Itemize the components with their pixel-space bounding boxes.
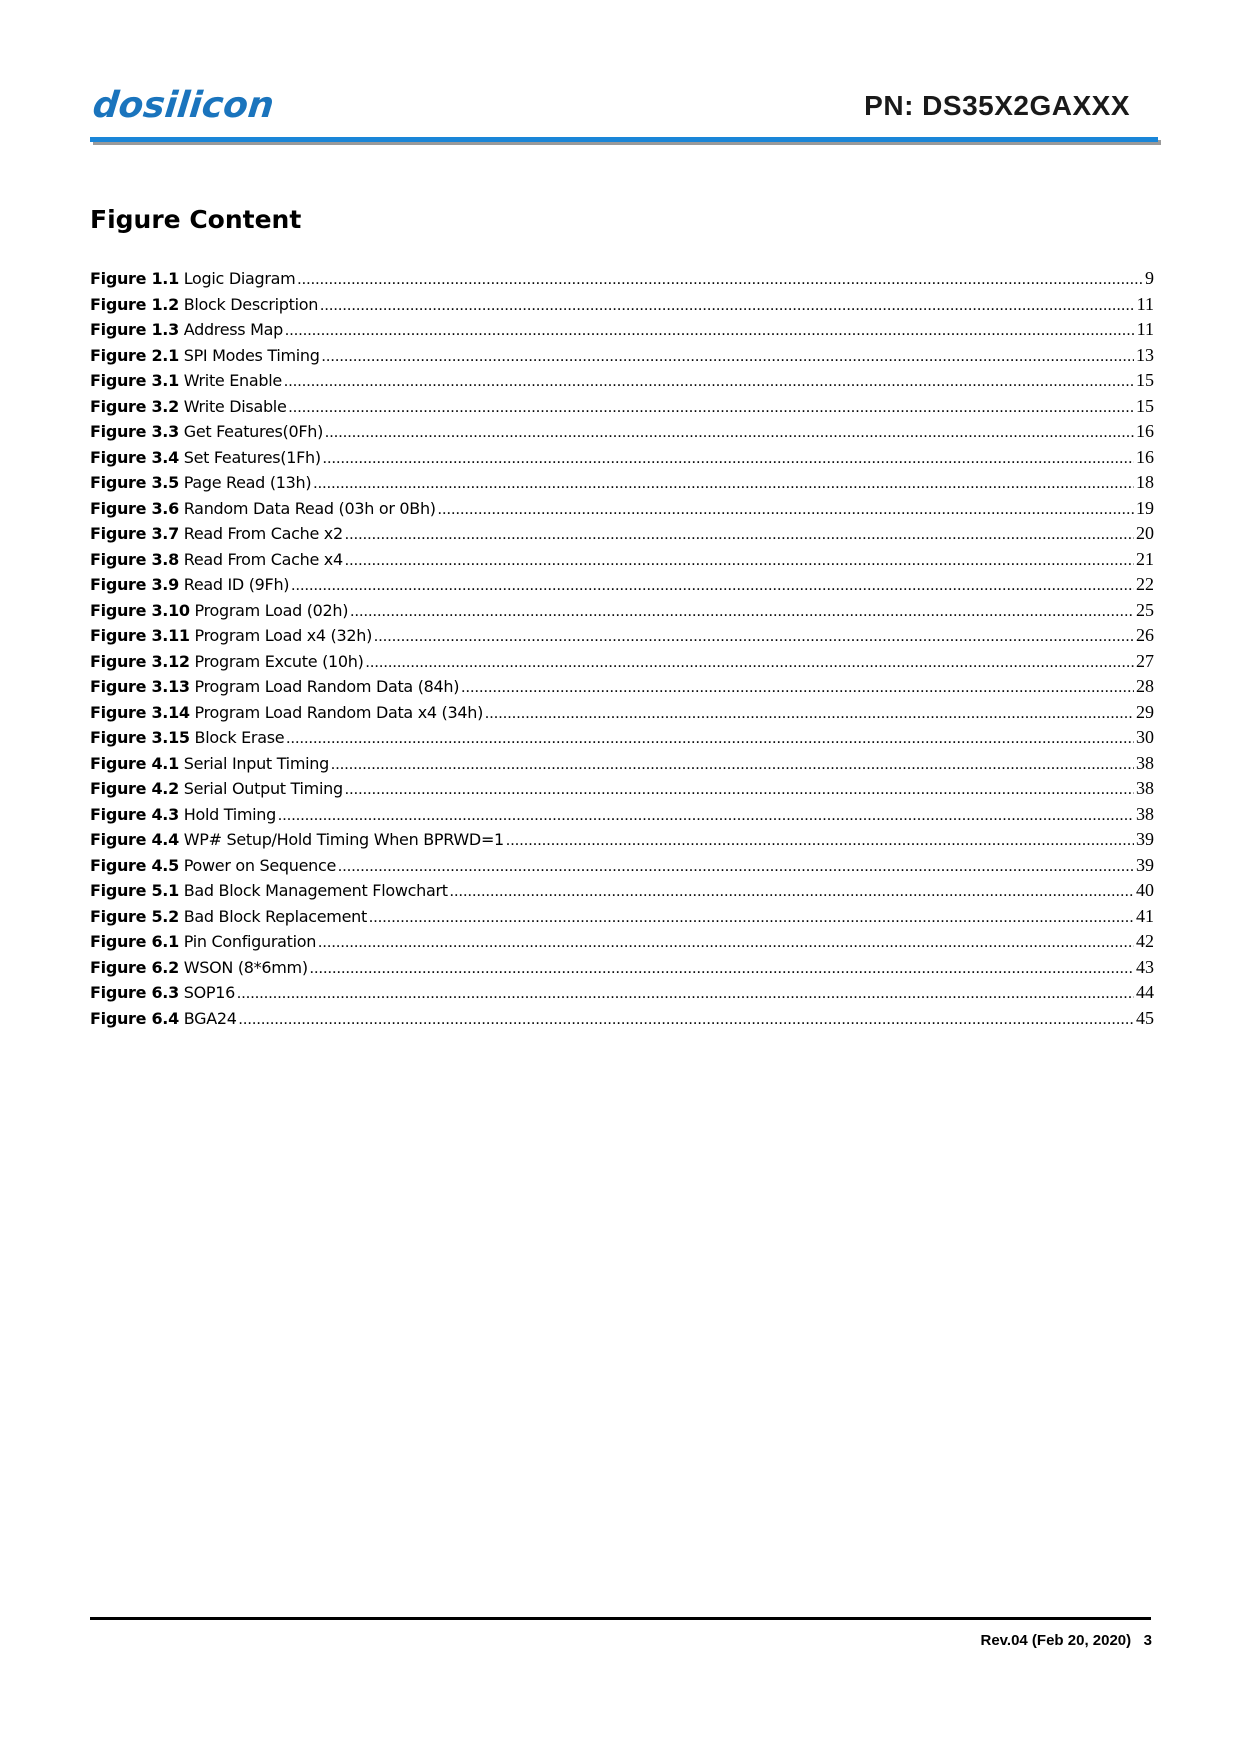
toc-page-number: 39 — [1136, 854, 1154, 875]
toc-entry[interactable] — [90, 929, 1154, 955]
figure-number: Figure 3.6 — [90, 498, 179, 518]
figure-label: Program Load (02h) — [194, 600, 349, 620]
dot-leader — [366, 650, 1134, 676]
page-footer — [981, 1632, 1153, 1649]
toc-entry-title — [90, 496, 436, 522]
toc-page-number: 38 — [1136, 803, 1154, 824]
toc-entry-title — [90, 266, 295, 292]
toc-entry-title — [90, 827, 504, 853]
toc-entry[interactable] — [90, 700, 1154, 726]
figure-label: Page Read (13h) — [183, 473, 312, 492]
figure-label: Program Load x4 (32h) — [194, 626, 373, 645]
toc-entry[interactable] — [90, 445, 1154, 471]
toc-entry-title — [90, 802, 276, 828]
figure-label: WP# Setup/Hold Timing When BPRWD=1 — [183, 830, 504, 849]
figure-label: Read From Cache x2 — [183, 524, 343, 543]
toc-page-number: 22 — [1136, 574, 1154, 594]
figure-label: Block Erase — [194, 728, 285, 747]
toc-page-number: 19 — [1136, 497, 1154, 518]
toc-page-number: 15 — [1136, 370, 1154, 390]
figure-label: Get Features(0Fh) — [183, 422, 324, 441]
figure-label: Hold Timing — [183, 804, 276, 824]
toc-entry[interactable] — [90, 904, 1154, 930]
figure-number: Figure 3.11 — [90, 626, 190, 645]
dot-leader — [506, 828, 1134, 854]
figure-label: Read ID (9Fh) — [183, 575, 290, 594]
dot-leader — [461, 675, 1134, 701]
toc-page-number: 30 — [1136, 727, 1154, 747]
dot-leader — [297, 267, 1142, 293]
toc-entry[interactable] — [90, 317, 1154, 343]
toc-entry-title — [90, 368, 282, 394]
dot-leader — [284, 369, 1134, 395]
dot-leader — [369, 905, 1134, 931]
figure-number: Figure 3.13 — [90, 677, 190, 696]
toc-entry-title — [90, 725, 284, 751]
toc-page-number: 43 — [1136, 956, 1154, 977]
figure-number: Figure 5.1 — [90, 881, 179, 900]
figure-number: Figure 3.2 — [90, 396, 179, 416]
toc-page-number: 40 — [1136, 880, 1154, 900]
figure-number: Figure 4.5 — [90, 855, 179, 875]
toc-entry[interactable] — [90, 980, 1154, 1006]
toc-page-number: 44 — [1136, 982, 1154, 1002]
toc-entry[interactable] — [90, 776, 1154, 802]
toc-entry[interactable] — [90, 674, 1154, 700]
dot-leader — [374, 624, 1134, 650]
toc-entry[interactable] — [90, 368, 1154, 394]
toc-entry-title — [90, 445, 321, 471]
toc-entry-title — [90, 572, 289, 598]
revision-label: Rev.04 (Feb 20, 2020) — [980, 1632, 1132, 1649]
toc-page-number: 18 — [1136, 472, 1154, 492]
toc-page-number: 38 — [1136, 752, 1154, 773]
figure-number: Figure 6.1 — [90, 932, 179, 951]
figure-label: Program Load Random Data (84h) — [194, 677, 460, 696]
figure-label: Address Map — [183, 320, 283, 339]
dot-leader — [322, 344, 1134, 370]
figure-number: Figure 3.14 — [90, 702, 190, 722]
toc-entry-title — [90, 598, 348, 624]
figure-number: Figure 6.4 — [90, 1008, 179, 1028]
figure-label: Read From Cache x4 — [183, 549, 343, 569]
figure-number: Figure 1.2 — [90, 294, 179, 314]
toc-entry[interactable] — [90, 751, 1154, 777]
figure-label: Bad Block Replacement — [183, 906, 367, 926]
figure-label: WSON (8*6mm) — [183, 957, 308, 977]
toc-entry-title — [90, 470, 311, 496]
dot-leader — [291, 573, 1134, 599]
figure-number: Figure 3.5 — [90, 473, 179, 492]
toc-entry[interactable] — [90, 725, 1154, 751]
toc-entry-title — [90, 878, 448, 904]
toc-entry[interactable] — [90, 955, 1154, 981]
toc-page-number: 15 — [1136, 395, 1154, 416]
dot-leader — [323, 446, 1134, 472]
dot-leader — [350, 599, 1134, 625]
dosilicon-logo: dosilicon — [90, 85, 276, 126]
figure-number: Figure 5.2 — [90, 906, 179, 926]
figure-label: Set Features(1Fh) — [183, 447, 321, 467]
toc-entry-title — [90, 292, 318, 318]
toc-entry[interactable] — [90, 521, 1154, 547]
figure-number: Figure 4.1 — [90, 753, 179, 773]
toc-entry[interactable] — [90, 419, 1154, 445]
toc-entry[interactable] — [90, 853, 1154, 879]
figure-number: Figure 1.3 — [90, 320, 179, 339]
dot-leader — [320, 293, 1135, 319]
toc-page-number: 45 — [1136, 1007, 1154, 1028]
toc-entry-title — [90, 394, 287, 420]
toc-entry-title — [90, 700, 483, 726]
footer-divider — [90, 1617, 1151, 1620]
toc-entry[interactable] — [90, 827, 1154, 853]
toc-page-number: 11 — [1136, 293, 1154, 314]
toc-page-number: 13 — [1136, 344, 1154, 365]
dot-leader — [325, 420, 1134, 446]
figure-label: Program Excute (10h) — [194, 651, 364, 671]
figure-label: Pin Configuration — [183, 932, 317, 951]
header-divider — [90, 137, 1158, 142]
figure-number: Figure 3.7 — [90, 524, 179, 543]
figure-number: Figure 3.9 — [90, 575, 179, 594]
figure-label: SPI Modes Timing — [183, 345, 320, 365]
toc-entry-title — [90, 419, 323, 445]
dot-leader — [345, 777, 1134, 803]
figure-label: Bad Block Management Flowchart — [183, 881, 448, 900]
toc-entry[interactable] — [90, 547, 1154, 573]
figure-number: Figure 4.2 — [90, 779, 179, 798]
figure-label: Serial Input Timing — [183, 753, 329, 773]
figure-number: Figure 1.1 — [90, 269, 179, 288]
figure-list — [90, 266, 1154, 1031]
figure-number: Figure 3.4 — [90, 447, 179, 467]
toc-page-number: 25 — [1136, 599, 1154, 620]
toc-page-number: 16 — [1136, 446, 1154, 467]
figure-number: Figure 4.4 — [90, 830, 179, 849]
figure-label: Write Enable — [183, 371, 282, 390]
figure-number: Figure 3.1 — [90, 371, 179, 390]
toc-entry-title — [90, 904, 367, 930]
toc-entry[interactable] — [90, 802, 1154, 828]
dot-leader — [331, 752, 1134, 778]
toc-page-number: 20 — [1136, 523, 1154, 543]
figure-label: Random Data Read (03h or 0Bh) — [183, 498, 436, 518]
dot-leader — [345, 522, 1134, 548]
toc-entry-title — [90, 955, 308, 981]
dot-leader — [485, 701, 1134, 727]
toc-page-number: 29 — [1136, 701, 1154, 722]
toc-entry[interactable] — [90, 649, 1154, 675]
figure-label: Block Description — [183, 294, 319, 314]
toc-page-number: 26 — [1136, 625, 1154, 645]
dot-leader — [450, 879, 1134, 905]
figure-label: BGA24 — [183, 1008, 237, 1028]
toc-entry[interactable] — [90, 623, 1154, 649]
toc-entry-title — [90, 343, 320, 369]
dot-leader — [313, 471, 1134, 497]
figure-number: Figure 3.12 — [90, 651, 190, 671]
figure-number: Figure 2.1 — [90, 345, 179, 365]
toc-entry-title — [90, 649, 364, 675]
toc-page-number: 41 — [1136, 905, 1154, 926]
toc-page-number: 21 — [1136, 548, 1154, 569]
toc-entry-title — [90, 623, 372, 649]
figure-number: Figure 3.8 — [90, 549, 179, 569]
toc-entry[interactable] — [90, 496, 1154, 522]
toc-page-number: 9 — [1145, 268, 1154, 288]
toc-page-number: 39 — [1136, 829, 1154, 849]
figure-number: Figure 6.2 — [90, 957, 179, 977]
figure-label: SOP16 — [183, 983, 235, 1002]
figure-label: Logic Diagram — [183, 269, 296, 288]
toc-entry-title — [90, 317, 283, 343]
dot-leader — [286, 726, 1134, 752]
figure-label: Power on Sequence — [183, 855, 337, 875]
dot-leader — [338, 854, 1134, 880]
toc-entry-title — [90, 547, 343, 573]
toc-page-number: 28 — [1136, 676, 1154, 696]
figure-label: Serial Output Timing — [183, 779, 343, 798]
dot-leader — [438, 497, 1134, 523]
dot-leader — [345, 548, 1134, 574]
toc-page-number: 11 — [1136, 319, 1154, 339]
toc-entry-title — [90, 751, 329, 777]
dot-leader — [318, 930, 1134, 956]
toc-page-number: 16 — [1136, 421, 1154, 441]
figure-number: Figure 3.15 — [90, 728, 190, 747]
toc-entry[interactable] — [90, 394, 1154, 420]
dot-leader — [278, 803, 1134, 829]
toc-entry[interactable] — [90, 1006, 1154, 1032]
figure-number: Figure 3.3 — [90, 422, 179, 441]
toc-entry-title — [90, 929, 316, 955]
dot-leader — [310, 956, 1134, 982]
dot-leader — [237, 981, 1134, 1007]
toc-entry-title — [90, 853, 336, 879]
toc-page-number: 38 — [1136, 778, 1154, 798]
dot-leader — [289, 395, 1135, 421]
part-number: PN: DS35X2GAXXX — [864, 90, 1130, 121]
toc-entry[interactable] — [90, 266, 1154, 292]
toc-entry[interactable] — [90, 598, 1154, 624]
toc-entry[interactable] — [90, 292, 1154, 318]
page-number: 3 — [1143, 1632, 1152, 1649]
toc-entry-title — [90, 980, 235, 1006]
figure-number: Figure 6.3 — [90, 983, 179, 1002]
toc-entry-title — [90, 674, 459, 700]
toc-entry-title — [90, 521, 343, 547]
toc-entry[interactable] — [90, 878, 1154, 904]
figure-number: Figure 4.3 — [90, 804, 179, 824]
dot-leader — [239, 1007, 1134, 1033]
toc-entry-title — [90, 776, 343, 802]
toc-page-number: 27 — [1136, 650, 1154, 671]
toc-page-number: 42 — [1136, 931, 1154, 951]
toc-entry[interactable] — [90, 343, 1154, 369]
toc-entry[interactable] — [90, 572, 1154, 598]
figure-label: Write Disable — [183, 396, 287, 416]
figure-label: Program Load Random Data x4 (34h) — [194, 702, 484, 722]
toc-entry[interactable] — [90, 470, 1154, 496]
toc-entry-title — [90, 1006, 237, 1032]
page-title: Figure Content — [90, 205, 302, 234]
dot-leader — [285, 318, 1135, 344]
figure-number: Figure 3.10 — [90, 600, 190, 620]
